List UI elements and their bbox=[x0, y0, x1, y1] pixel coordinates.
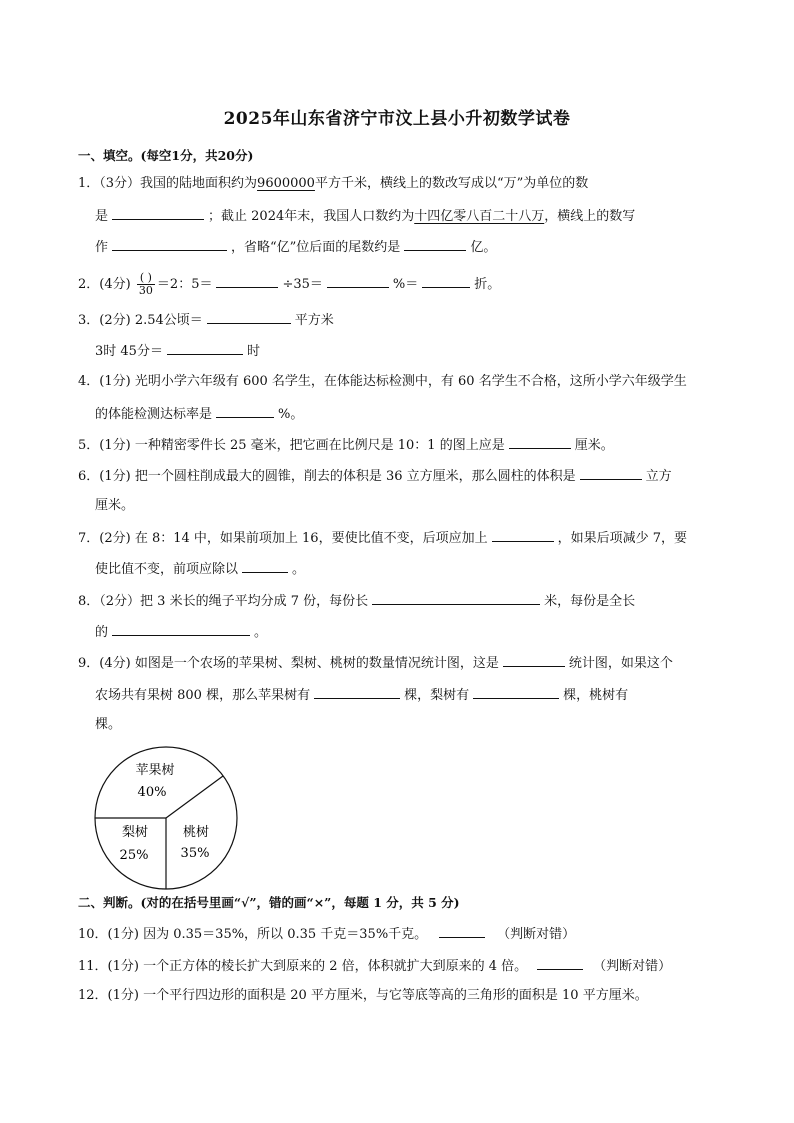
question-9-line-1: 9．(4分) 如图是一个农场的苹果树、梨树、桃树的数量情况统计图，这是 统计图，如果这个 bbox=[78, 652, 673, 674]
slice-label-peach: 桃树 bbox=[182, 825, 210, 840]
question-3-line-2: 3时 45分＝ 时 bbox=[95, 340, 260, 362]
underlined-number: 十四亿零八百二十八万 bbox=[414, 209, 545, 224]
slice-value-pear: 25% bbox=[119, 848, 149, 863]
answer-blank[interactable] bbox=[372, 590, 540, 605]
question-9-line-2: 农场共有果树 800 棵，那么苹果树有 棵，梨树有 棵，桃树有 bbox=[95, 684, 628, 706]
question-3-line-1: 3．(2分) 2.54公顷＝ 平方米 bbox=[78, 309, 334, 331]
answer-blank[interactable] bbox=[216, 273, 278, 288]
section-heading-true-false: 二、判断。(对的在括号里画“√”，错的画“×”，每题 1 分，共 5 分) bbox=[78, 895, 460, 910]
question-6-line-1: 6．(1分) 把一个圆柱削成最大的圆锥，削去的体积是 36 立方厘米，那么圆柱的体积是 立方 bbox=[78, 465, 672, 487]
question-9-line-3: 棵。 bbox=[95, 717, 122, 732]
answer-blank[interactable] bbox=[112, 205, 204, 220]
question-8-line-1: 8．（2分）把 3 米长的绳子平均分成 7 份，每份长 米，每份是全长 bbox=[78, 590, 635, 612]
question-4-line-1: 4．(1分) 光明小学六年级有 600 名学生，在体能达标检测中，有 60 名学生不合格，这所小学六年级学生 bbox=[78, 374, 687, 389]
question-6-line-2: 厘米。 bbox=[95, 498, 135, 513]
question-5: 5．(1分) 一种精密零件长 25 毫米，把它画在比例尺是 10：1 的图上应是 厘米。 bbox=[78, 434, 614, 456]
slice-value-apple: 40% bbox=[137, 785, 167, 800]
question-1-line-3: 作 ，省略“亿”位后面的尾数约是 亿。 bbox=[95, 236, 496, 258]
answer-blank[interactable] bbox=[473, 684, 559, 699]
answer-blank[interactable] bbox=[422, 273, 470, 288]
answer-blank[interactable] bbox=[112, 621, 250, 636]
answer-blank[interactable] bbox=[207, 309, 291, 324]
underlined-number: 9600000 bbox=[257, 176, 315, 191]
question-1-line-1: 1．（3分）我国的陆地面积约为9600000平方千米，横线上的数改写成以“万”为单位的数 bbox=[78, 176, 589, 191]
slice-label-pear: 梨树 bbox=[121, 825, 149, 840]
question-11: 11．(1分) 一个正方体的棱长扩大到原来的 2 倍，体积就扩大到原来的 4 倍。 （判断对错） bbox=[78, 955, 671, 977]
section-heading-fill-blank: 一、填空。(每空1分，共20分) bbox=[78, 148, 254, 163]
question-2: 2．(4分) $\frac{( )}{30}$ ＝2：5＝ ÷35＝ %＝ 折。 bbox=[78, 271, 501, 297]
answer-blank[interactable] bbox=[492, 527, 554, 542]
answer-blank[interactable] bbox=[314, 684, 400, 699]
question-10: 10．(1分) 因为 0.35＝35%，所以 0.35 千克＝35%千克。 （判断对错） bbox=[78, 923, 575, 945]
fraction: $\frac{( )}{30}$ bbox=[137, 272, 155, 297]
answer-blank[interactable] bbox=[439, 923, 485, 938]
question-12: 12．(1分) 一个平行四边形的面积是 20 平方厘米，与它等底等高的三角形的面积是 10 平方厘米。 bbox=[78, 988, 648, 1003]
answer-blank[interactable] bbox=[327, 273, 389, 288]
answer-blank[interactable] bbox=[216, 403, 274, 418]
answer-blank[interactable] bbox=[242, 558, 288, 573]
exam-title: 2025年山东省济宁市汶上县小升初数学试卷 bbox=[223, 109, 571, 129]
question-1-line-2: 是 ；截止 2024年末，我国人口数约为十四亿零八百二十八万，横线上的数写 bbox=[95, 205, 635, 227]
answer-blank[interactable] bbox=[112, 236, 227, 251]
question-4-line-2: 的体能检测达标率是 %。 bbox=[95, 403, 303, 425]
answer-blank[interactable] bbox=[580, 465, 642, 480]
answer-blank[interactable] bbox=[167, 340, 243, 355]
fruit-tree-pie-chart bbox=[92, 745, 242, 891]
answer-blank[interactable] bbox=[404, 236, 466, 251]
question-7-line-2: 使比值不变，前项应除以 。 bbox=[95, 558, 305, 580]
slice-value-peach: 35% bbox=[180, 846, 210, 861]
answer-blank[interactable] bbox=[537, 955, 583, 970]
slice-label-apple: 苹果树 bbox=[135, 763, 175, 778]
answer-blank[interactable] bbox=[509, 434, 571, 449]
answer-blank[interactable] bbox=[503, 652, 565, 667]
question-7-line-1: 7．(2分) 在 8：14 中，如果前项加上 16，要使比值不变，后项应加上 ，如果后项减少 7，要 bbox=[78, 527, 687, 549]
question-8-line-2: 的 。 bbox=[95, 621, 267, 643]
